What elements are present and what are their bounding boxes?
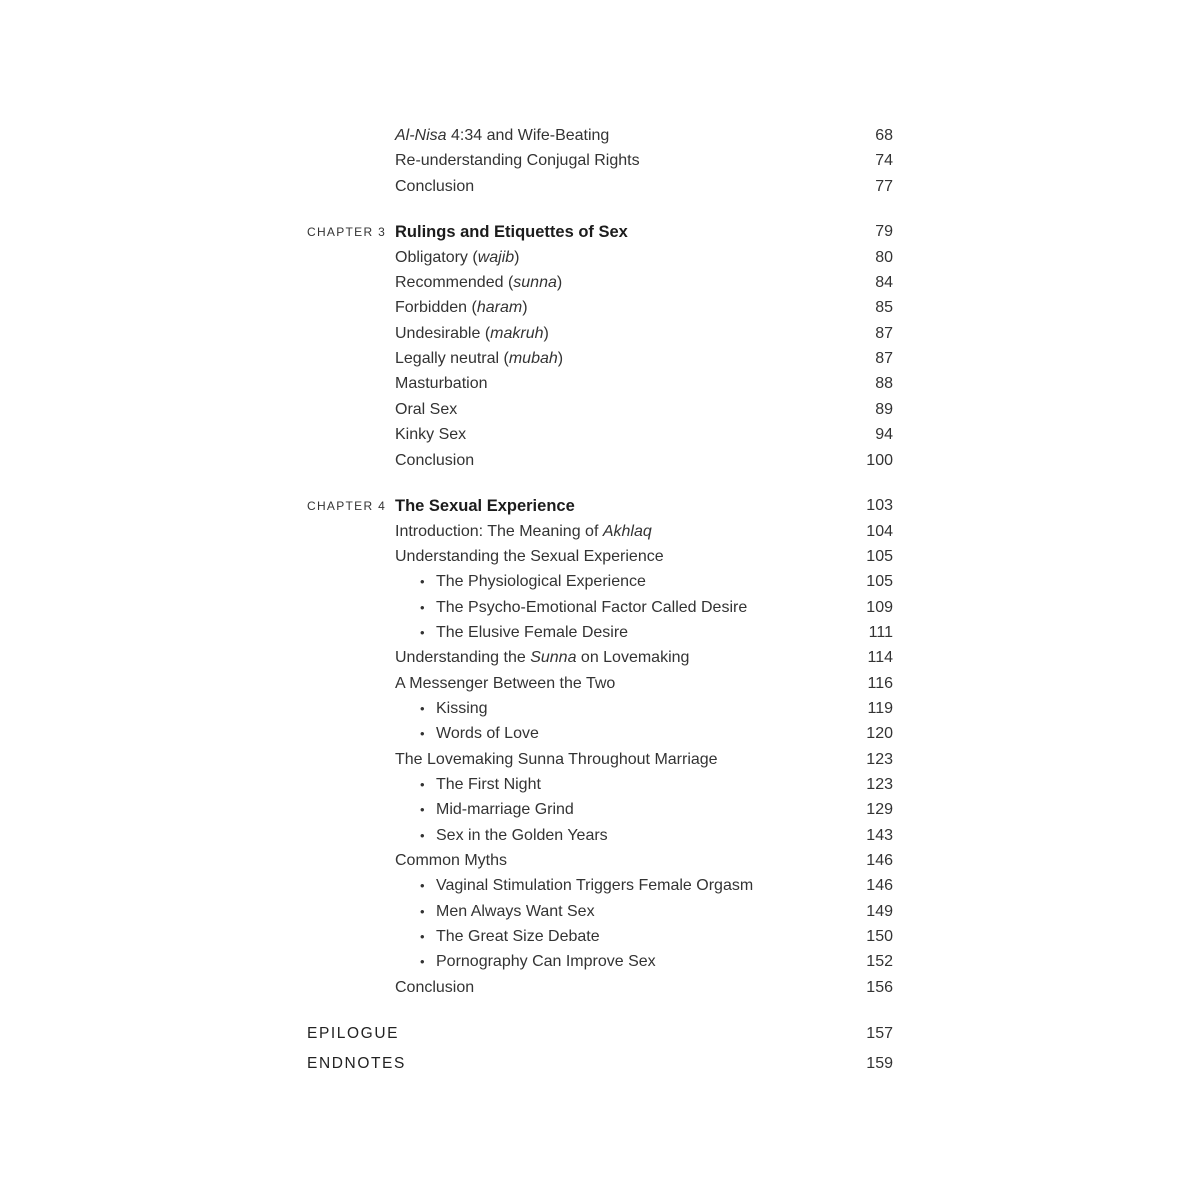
entry-title — [436, 773, 541, 797]
entry-title — [436, 596, 747, 620]
page-number: 146 — [866, 877, 893, 894]
bullet-icon: • — [420, 600, 425, 615]
page-number: 114 — [867, 649, 893, 666]
bullet-icon: • — [420, 802, 425, 817]
entry-title-text: The Elusive Female Desire — [436, 624, 629, 641]
toc-entry — [307, 672, 893, 696]
bullet-icon: • — [420, 574, 425, 589]
page-number: 123 — [866, 751, 893, 768]
bullet-icon: • — [420, 929, 425, 944]
entry-title — [395, 296, 528, 320]
entry-title-italic: sunna — [513, 274, 557, 291]
entry-title-suffix: on Lovemaking — [576, 649, 690, 666]
entry-title — [395, 520, 652, 544]
page-number: 84 — [875, 274, 893, 291]
page-number: 109 — [866, 599, 893, 616]
entry-title-text: Common Myths — [395, 852, 508, 869]
entry-title-suffix: ) — [557, 350, 564, 367]
entry-title — [307, 1052, 406, 1076]
page-number: 103 — [866, 497, 893, 514]
entry-title-text: Forbidden ( — [395, 299, 477, 316]
entry-title-text: Obligatory ( — [395, 249, 478, 266]
entry-title-italic: haram — [476, 299, 523, 316]
chapter-heading — [307, 220, 893, 244]
entry-title-text: Rulings and Etiquettes of Sex — [395, 223, 628, 241]
entry-title — [436, 722, 539, 746]
toc-entry — [307, 545, 893, 569]
page-number: 74 — [875, 152, 893, 169]
entry-title-italic: makruh — [490, 325, 544, 342]
bullet-icon: • — [420, 777, 425, 792]
toc-subentry — [307, 621, 893, 645]
entry-title-italic: wajib — [477, 249, 515, 266]
page-number: 77 — [875, 178, 893, 195]
entry-title-text: Recommended ( — [395, 274, 514, 291]
entry-title-suffix: ) — [543, 325, 549, 342]
toc-entry — [307, 520, 893, 544]
entry-title-text: Introduction: The Meaning of — [395, 523, 603, 540]
toc-entry — [307, 646, 893, 670]
page-number: 123 — [866, 776, 893, 793]
page-number: 94 — [875, 426, 893, 443]
entry-title-text: Sex in the Golden Years — [436, 827, 608, 844]
page-number: 87 — [875, 325, 893, 342]
entry-title-text: Kinky Sex — [395, 426, 467, 443]
toc-entry — [307, 849, 893, 873]
entry-title-text: Men Always Want Sex — [436, 903, 595, 920]
toc-subentry — [307, 824, 893, 848]
page-number: 152 — [866, 953, 893, 970]
entry-title — [395, 849, 507, 873]
entry-title-text: Masturbation — [395, 375, 488, 392]
toc-subentry — [307, 773, 893, 797]
entry-title-text: The Great Size Debate — [436, 928, 600, 945]
entry-title-text: Conclusion — [395, 979, 475, 996]
bullet-icon: • — [420, 625, 425, 640]
entry-title — [436, 950, 656, 974]
toc-entry — [307, 449, 893, 473]
entry-title-text: Mid-marriage Grind — [436, 801, 574, 818]
entry-title-text: Re-understanding Conjugal Rights — [395, 152, 640, 169]
entry-title — [395, 646, 689, 670]
entry-title-text: Conclusion — [395, 452, 475, 469]
entry-title — [395, 423, 466, 447]
entry-title-suffix: 4:34 and Wife-Beating — [446, 127, 610, 144]
page-number: 149 — [866, 903, 893, 920]
entry-title-suffix: ) — [514, 249, 520, 266]
page-number: 87 — [875, 350, 893, 367]
entry-title — [395, 449, 474, 473]
entry-title-text: Understanding the Sexual Experience — [395, 548, 664, 565]
bullet-icon: • — [420, 878, 425, 893]
entry-title — [436, 874, 753, 898]
entry-title-suffix: ) — [522, 299, 528, 316]
entry-title-text: Words of Love — [436, 725, 539, 742]
page-number: 120 — [866, 725, 893, 742]
entry-title — [395, 220, 628, 244]
entry-title-text: Conclusion — [395, 178, 475, 195]
entry-title — [395, 322, 549, 346]
entry-title-italic: mubah — [508, 350, 558, 367]
entry-title — [395, 748, 718, 772]
toc-entry — [307, 175, 893, 199]
page-number: 104 — [866, 523, 893, 540]
page-number: 100 — [866, 452, 893, 469]
chapter-label: CHAPTER 4 — [307, 499, 387, 513]
entry-title-text: The Psycho-Emotional Factor Called Desire — [436, 599, 748, 616]
toc-subentry — [307, 874, 893, 898]
entry-title-text: Vaginal Stimulation Triggers Female Orgasm — [436, 877, 754, 894]
entry-title-text: ENDNOTES — [307, 1055, 406, 1072]
page-number: 85 — [875, 299, 893, 316]
entry-title — [395, 545, 664, 569]
entry-title — [436, 621, 628, 645]
toc-backmatter — [307, 1022, 893, 1046]
page-number: 159 — [866, 1055, 893, 1072]
toc-entry — [307, 246, 893, 270]
page-number: 79 — [875, 223, 893, 240]
toc-subentry — [307, 950, 893, 974]
entry-title-text: A Messenger Between the Two — [395, 675, 616, 692]
toc-entry — [307, 347, 893, 371]
entry-title — [395, 494, 575, 518]
entry-title-text: EPILOGUE — [307, 1025, 400, 1042]
entry-title — [395, 271, 562, 295]
page-number: 89 — [875, 401, 893, 418]
entry-title — [436, 697, 488, 721]
entry-title — [395, 149, 640, 173]
entry-title — [395, 372, 488, 396]
toc-entry — [307, 423, 893, 447]
entry-title — [307, 1022, 399, 1046]
page-number: 156 — [866, 979, 893, 996]
entry-title-text: The Sexual Experience — [395, 497, 575, 515]
toc-entry — [307, 271, 893, 295]
page-number: 146 — [866, 852, 893, 869]
page-number: 105 — [866, 548, 893, 565]
page-number: 111 — [868, 624, 893, 641]
entry-title — [436, 798, 574, 822]
toc-subentry — [307, 596, 893, 620]
toc-subentry — [307, 722, 893, 746]
entry-title-text: Pornography Can Improve Sex — [436, 953, 656, 970]
bullet-icon: • — [420, 904, 425, 919]
entry-title — [436, 900, 595, 924]
toc-subentry — [307, 570, 893, 594]
entry-title-text: The Lovemaking Sunna Throughout Marriage — [395, 751, 718, 768]
entry-title — [436, 925, 600, 949]
entry-title-italic: Sunna — [530, 649, 577, 666]
toc-entry — [307, 398, 893, 422]
bullet-icon: • — [420, 828, 425, 843]
entry-title — [436, 824, 608, 848]
toc-entry — [307, 124, 893, 148]
entry-title-text: Legally neutral ( — [395, 350, 509, 367]
toc-entry — [307, 372, 893, 396]
toc-subentry — [307, 900, 893, 924]
bullet-icon: • — [420, 726, 425, 741]
toc-entry — [307, 149, 893, 173]
page-number: 129 — [866, 801, 893, 818]
entry-title — [395, 124, 609, 148]
toc-entry — [307, 322, 893, 346]
toc-subentry — [307, 697, 893, 721]
bullet-icon: • — [420, 954, 425, 969]
page-number: 157 — [866, 1025, 893, 1042]
entry-title — [395, 976, 474, 1000]
toc-subentry — [307, 798, 893, 822]
entry-title-text: Kissing — [436, 700, 488, 717]
entry-title-text: Undesirable ( — [395, 325, 491, 342]
entry-title — [395, 672, 615, 696]
bullet-icon: • — [420, 701, 425, 716]
toc-subentry — [307, 925, 893, 949]
entry-title-text: Understanding the — [395, 649, 531, 666]
entry-title — [395, 398, 457, 422]
chapter-heading — [307, 494, 893, 518]
entry-title-suffix: ) — [556, 274, 563, 291]
page-number: 116 — [867, 675, 893, 692]
entry-title-text: The First Night — [436, 776, 541, 793]
entry-title — [395, 246, 520, 270]
page-number: 68 — [875, 127, 893, 144]
toc-entry — [307, 748, 893, 772]
entry-title-italic: Al-Nisa — [395, 127, 447, 144]
toc-entry — [307, 296, 893, 320]
page-number: 150 — [866, 928, 893, 945]
entry-title-text: The Physiological Experience — [436, 573, 646, 590]
page-number: 119 — [867, 700, 893, 717]
chapter-label: CHAPTER 3 — [307, 225, 387, 239]
entry-title — [395, 175, 474, 199]
entry-title — [436, 570, 646, 594]
entry-title-italic: Akhlaq — [602, 523, 652, 540]
page-number: 80 — [875, 249, 893, 266]
entry-title-text: Oral Sex — [395, 401, 458, 418]
page-number: 105 — [866, 573, 893, 590]
page-number: 88 — [875, 375, 893, 392]
page-number: 143 — [866, 827, 893, 844]
toc-backmatter — [307, 1052, 893, 1076]
entry-title — [395, 347, 563, 371]
toc-entry — [307, 976, 893, 1000]
